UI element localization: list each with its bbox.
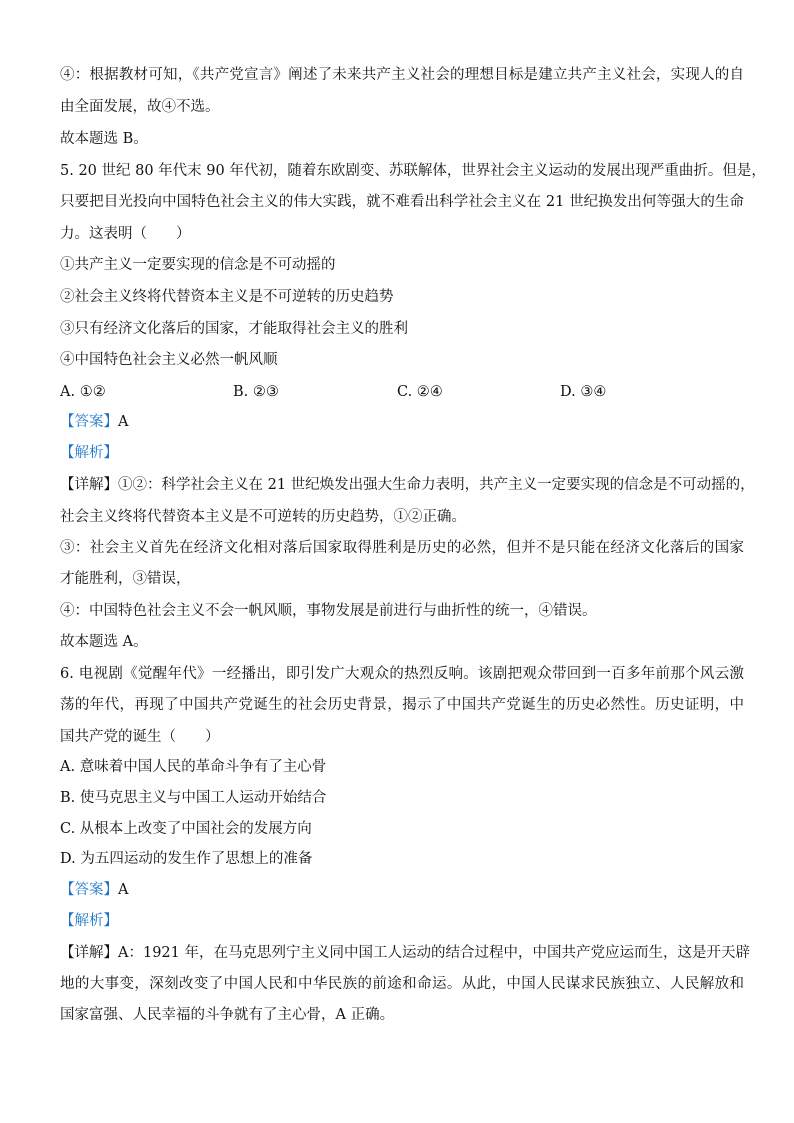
q5-statement-1: ①共产主义一定要实现的信念是不可动摇的 xyxy=(60,257,336,273)
q5-statement-4: ④中国特色社会主义必然一帆风顺 xyxy=(60,352,278,368)
q5-answer xyxy=(60,413,744,431)
q6-option-c: C. 从根本上改变了中国社会的发展方向 xyxy=(60,821,312,837)
q6-detail-line3: 国家富强、人民幸福的斗争就有了主心骨，A 正确。 xyxy=(60,1007,395,1023)
q5-conclusion: 故本题选 A。 xyxy=(60,634,148,650)
q6-detail-line1 xyxy=(60,944,750,962)
prev-detail-4-line1: ④：根据教材可知，《共产党宣言》阐述了未来共产主义社会的理想目标是建立共产主义社会，实现人的自 xyxy=(60,67,744,83)
q6-stem-line2: 荡的年代，再现了中国共产党诞生的社会历史背景，揭示了中国共产党诞生的历史必然性。历史证明，中 xyxy=(60,697,744,713)
prev-detail-4-line2: 由全面发展，故④不选。 xyxy=(60,99,220,115)
q5-detail-line2: 社会主义终将代替资本主义是不可逆转的历史趋势，①②正确。 xyxy=(60,509,466,525)
q5-detail-tag: 【详解】 xyxy=(60,477,118,493)
q6-analysis-tag: 【解析】 xyxy=(60,913,118,929)
q5-answer-value: A xyxy=(118,414,129,430)
q5-option-a: A. ①② xyxy=(60,384,106,400)
q5-detail-line3: ③：社会主义首先在经济文化相对落后国家取得胜利是历史的必然，但并不是只能在经济文化落后的国家 xyxy=(60,540,744,556)
prev-conclusion: 故本题选 B。 xyxy=(60,131,148,147)
q5-detail-line1 xyxy=(60,476,755,494)
q5-statement-2: ②社会主义终将代替资本主义是不可逆转的历史趋势 xyxy=(60,289,394,305)
q5-option-b: B. ②③ xyxy=(233,384,279,400)
q5-statement-3: ③只有经济文化落后的国家，才能取得社会主义的胜利 xyxy=(60,321,408,337)
q5-analysis xyxy=(60,444,744,462)
q5-option-d: D. ③④ xyxy=(560,384,607,400)
q5-analysis-tag: 【解析】 xyxy=(60,445,118,461)
q5-answer-tag: 【答案】 xyxy=(60,414,118,430)
q6-stem-line1: 6. 电视剧《觉醒年代》一经播出，即引发广大观众的热烈反响。该剧把观众带回到一百多年前那个风云激 xyxy=(60,666,744,682)
q6-option-a: A. 意味着中国人民的革命斗争有了主心骨 xyxy=(60,759,327,775)
q6-detail-tag: 【详解】 xyxy=(60,945,118,961)
q5-detail-line4: 才能胜利，③错误， xyxy=(60,571,191,587)
q6-analysis xyxy=(60,912,744,930)
q6-option-b: B. 使马克思主义与中国工人运动开始结合 xyxy=(60,790,327,806)
q5-stem-line1: 5. 20 世纪 80 年代末 90 年代初，随着东欧剧变、苏联解体，世界社会主义运动的发展出现严重曲折。但是， xyxy=(60,163,766,179)
q6-answer-tag: 【答案】 xyxy=(60,882,118,898)
q5-detail-line5: ④：中国特色社会主义不会一帆风顺，事物发展是前进行与曲折性的统一，④错误。 xyxy=(60,603,597,619)
q6-answer xyxy=(60,881,744,899)
q6-answer-value: A xyxy=(118,882,129,898)
q5-detail-line1-text: ①②：科学社会主义在 21 世纪焕发出强大生命力表明，共产主义一定要实现的信念是不可动摇的， xyxy=(118,477,755,493)
q5-stem-line3: 力。这表明（ ） xyxy=(60,226,191,242)
q6-option-d: D. 为五四运动的发生作了思想上的准备 xyxy=(60,851,313,867)
q6-stem-line3: 国共产党的诞生（ ） xyxy=(60,729,220,745)
q6-detail-line2: 地的大事变，深刻改变了中国人民和中华民族的前途和命运。从此，中国人民谋求民族独立、人民解放和 xyxy=(60,976,744,992)
q6-detail-line1-text: A：1921 年，在马克思列宁主义同中国工人运动的结合过程中，中国共产党应运而生，这是开天辟 xyxy=(118,945,750,961)
q5-stem-line2: 只要把目光投向中国特色社会主义的伟大实践，就不难看出科学社会主义在 21 世纪换发出何等强大的生命 xyxy=(60,194,744,210)
q5-option-c: C. ②④ xyxy=(397,384,443,400)
